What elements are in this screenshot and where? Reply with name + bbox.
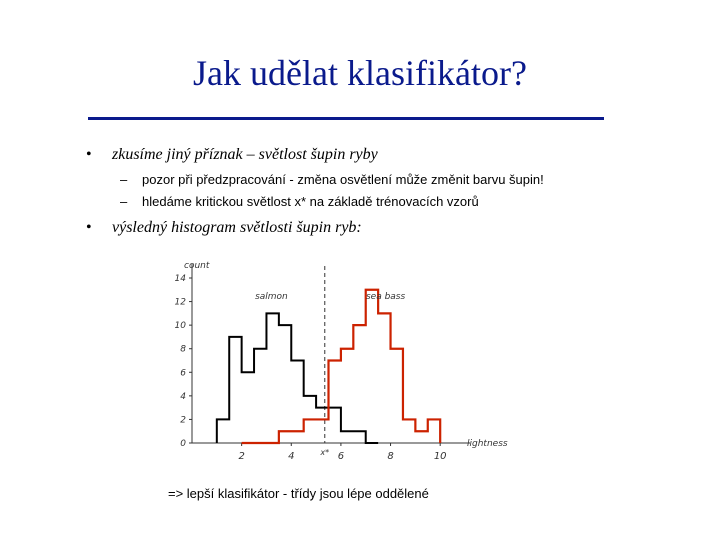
bullet-marker: • bbox=[86, 219, 92, 236]
series-label-sea-bass: sea bass bbox=[365, 292, 406, 303]
x-tick-label: 4 bbox=[288, 451, 295, 462]
series-label-salmon: salmon bbox=[255, 292, 288, 303]
x-tick-label: 2 bbox=[238, 451, 245, 462]
bullet-marker: • bbox=[86, 146, 92, 163]
y-tick-label: 14 bbox=[174, 274, 186, 284]
x-axis-label: lightness bbox=[467, 439, 508, 449]
sub-dash: – bbox=[120, 172, 128, 187]
bullet-1-text: zkusíme jiný příznak – světlost šupin ryby bbox=[112, 146, 378, 163]
y-tick-label: 6 bbox=[180, 368, 186, 379]
bullet-1-sub-1: pozor při předzpracování - změna osvětlení může změnit barvu šupin! bbox=[142, 172, 544, 187]
y-tick-label: 2 bbox=[180, 415, 186, 426]
y-tick-label: 10 bbox=[174, 321, 186, 332]
x-tick-label: 6 bbox=[337, 451, 345, 462]
y-tick-label: 0 bbox=[180, 439, 186, 449]
y-tick-label: 8 bbox=[180, 344, 186, 355]
threshold-label: x* bbox=[320, 448, 330, 457]
y-tick-label: 12 bbox=[174, 297, 186, 308]
histogram-svg bbox=[165, 250, 525, 470]
y-tick-label: 4 bbox=[180, 391, 186, 402]
y-axis-label: count bbox=[184, 261, 210, 271]
x-tick-label: 10 bbox=[433, 451, 447, 462]
slide-title: Jak udělat klasifikátor? bbox=[193, 53, 527, 93]
title-underline bbox=[88, 117, 604, 120]
bullet-1-sub-2: hledáme kritickou světlost x* na základě trénovacích vzorů bbox=[142, 194, 479, 209]
x-tick-label: 8 bbox=[387, 451, 394, 462]
bullet-2-text: výsledný histogram světlosti šupin ryb: bbox=[112, 219, 362, 236]
conclusion-text: => lepší klasifikátor - třídy jsou lépe oddělené bbox=[168, 486, 429, 501]
sub-dash: – bbox=[120, 194, 128, 209]
lightness-histogram bbox=[165, 250, 525, 470]
